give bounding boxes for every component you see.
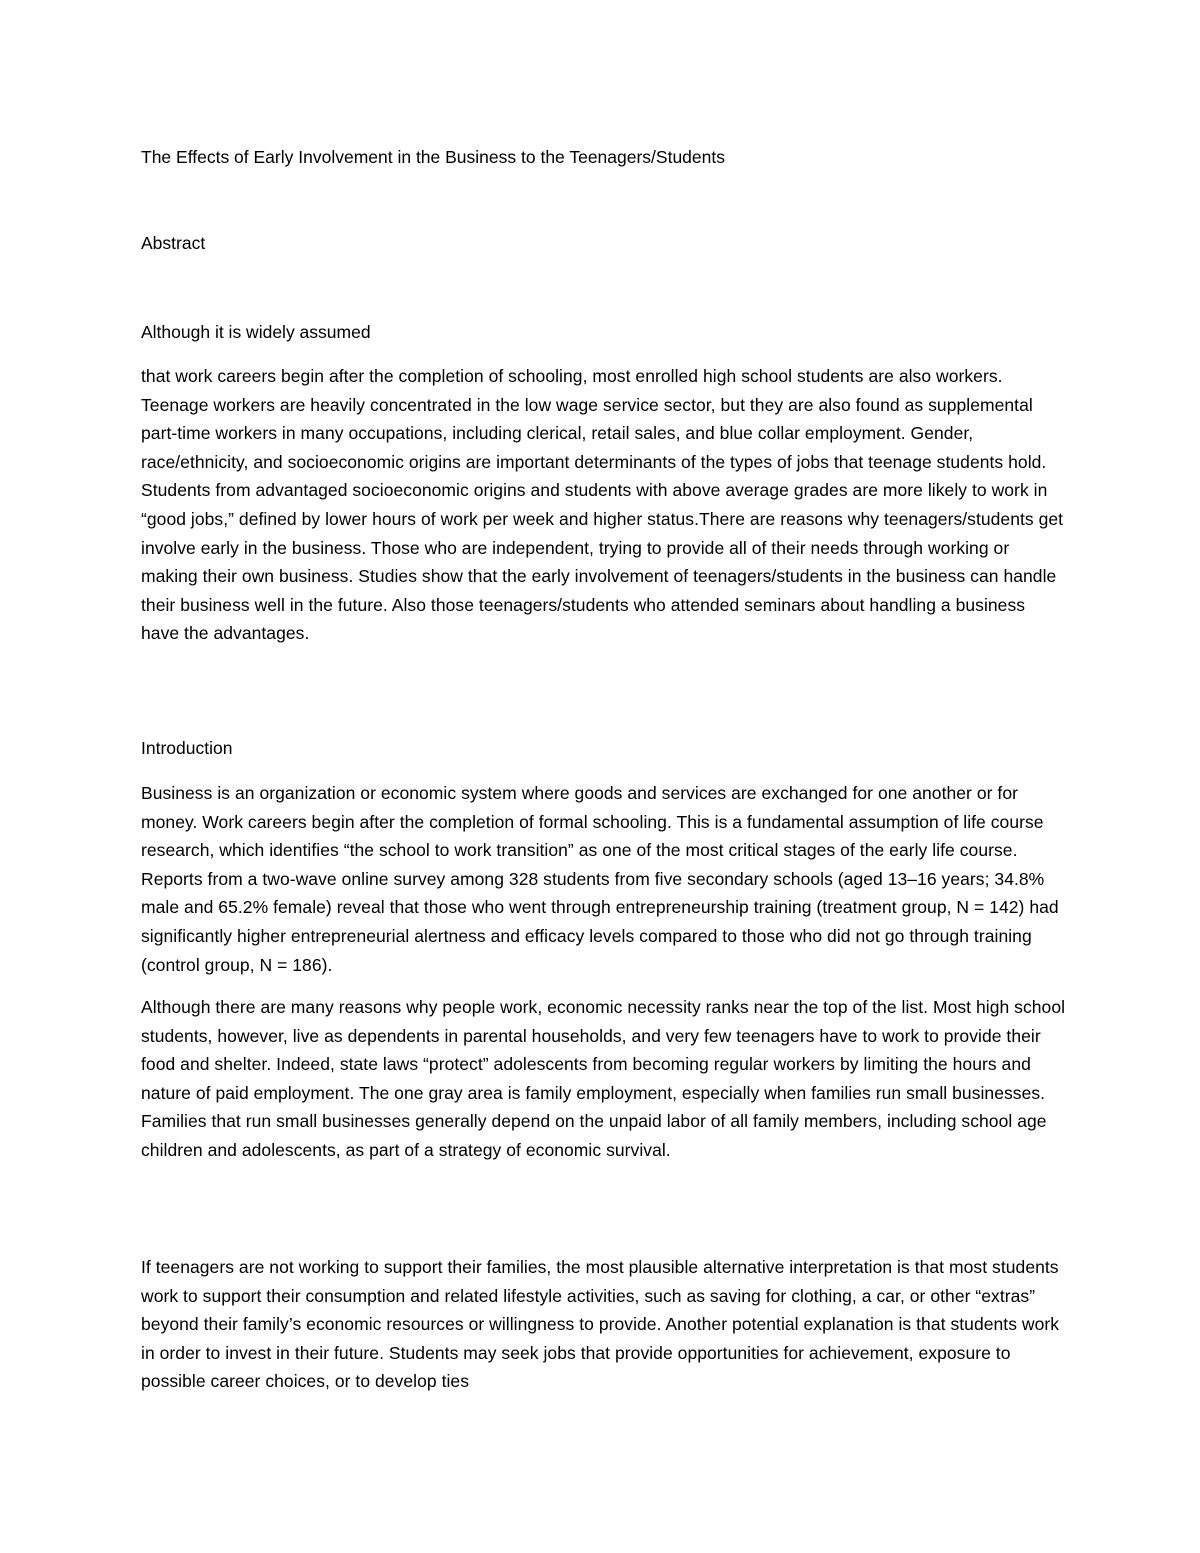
abstract-body: that work careers begin after the completion of schooling, most enrolled high school students are also workers. Teenage workers are heavily concentrated in the low wage service sector, but they are also found as supplemental part-time workers in many occupations, including clerical, retail sales, and blue collar employment. Gender, race/ethnicity, and socioeconomic origins are important determinants of the types of jobs that teenage students hold. Students from advantaged socioeconomic origins and students with above average grades are more likely to work in “good jobs,” defined by lower hours of work per week and higher status.There are reasons why teenagers/students get involve early in the business. Those who are independent, trying to provide all of their needs through working or making their own business. Studies show that the early involvement of teenagers/students in the business can handle their business well in the future. Also those teenagers/students who attended seminars about handling a business have the advantages. — [141, 366, 1064, 644]
introduction-heading: Introduction — [141, 738, 233, 758]
introduction-paragraph-1: Business is an organization or economic system where goods and services are exchanged for one another or for money. Work careers begin after the completion of formal schooling. This is a fundamental assumption of life course research, which identifies “the school to work transition” as one of the most critical stages of the early life course. Reports from a two-wave online survey among 328 students from five secondary schools (aged 13–16 years; 34.8% male and 65.2% female) reveal that those who went through entrepreneurship training (treatment group, N = 142) had significantly higher entrepreneurial alertness and efficacy levels compared to those who did not go through training (control group, N = 186). — [141, 783, 1059, 975]
introduction-paragraph-2: Although there are many reasons why people work, economic necessity ranks near the top of the list. Most high school students, however, live as dependents in parental households, and very few teenagers have to work to provide their food and shelter. Indeed, state laws “protect” adolescents from becoming regular workers by limiting the hours and nature of paid employment. The one gray area is family employment, especially when families run small businesses. Families that run small businesses generally depend on the unpaid labor of all family members, including school age children and adolescents, as part of a strategy of economic survival. — [141, 997, 1066, 1160]
abstract-lead-line: Although it is widely assumed — [141, 322, 371, 342]
abstract-heading: Abstract — [141, 233, 206, 253]
introduction-paragraph-3: If teenagers are not working to support their families, the most plausible alternative interpretation is that most students work to support their consumption and related lifestyle activities, such as saving for clothing, a car, or other “extras” beyond their family’s economic resources or willingness to provide. Another potential explanation is that students work in order to invest in their future. Students may seek jobs that provide opportunities for achievement, exposure to possible career choices, or to develop ties — [141, 1257, 1060, 1392]
document-title: The Effects of Early Involvement in the Business to the Teenagers/Students — [141, 147, 725, 167]
